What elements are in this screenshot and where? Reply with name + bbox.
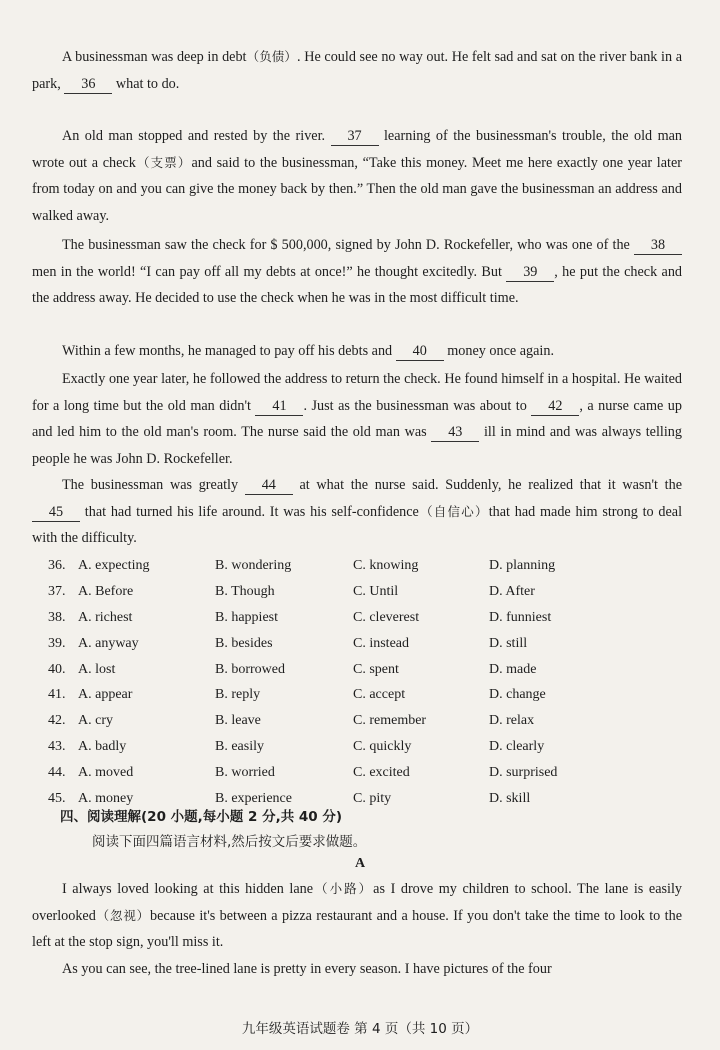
blank-40: 40	[396, 342, 444, 361]
cloze-paragraph-6: The businessman was greatly 44 at what the nurse said. Suddenly, he realized that it wasn't the 45 that had turned his life around. It was his self-confidence（自信心）that had made him strong to deal with the difficulty.	[32, 477, 683, 546]
cloze-paragraph-4: Within a few months, he managed to pay off his debts and 40 money once again.	[62, 343, 554, 359]
blank-45: 45	[32, 503, 80, 522]
option-row: 36. A. expecting B. wondering C. knowing D. planning	[48, 557, 556, 573]
reading-paragraph-2: As you can see, the tree-lined lane is pretty in every season. I have pictures of the four	[62, 961, 552, 977]
cloze-paragraph-2: An old man stopped and rested by the river. 37 learning of the businessman's trouble, the old man wrote out a check（支票）and said to the businessman, “Take this money. Meet me here exactly one year later from today on and you can give the money back by then.” Then the old man gave the businessman an address and walked away.	[32, 128, 682, 224]
blank-44: 44	[245, 476, 293, 495]
section-instruction: 阅读下面四篇语言材料,然后按文后要求做题。	[92, 834, 367, 850]
option-row: 44. A. moved B. worried C. excited D. surprised	[48, 765, 558, 781]
option-row: 45. A. money B. experience C. pity D. skill	[48, 790, 531, 806]
passage-label: A	[354, 856, 366, 871]
page-footer: 九年级英语试题卷 第 4 页（共 10 页）	[241, 1021, 479, 1037]
blank-41: 41	[255, 397, 303, 416]
option-row: 43. A. badly B. easily C. quickly D. clearly	[48, 739, 545, 755]
blank-42: 42	[531, 397, 579, 416]
cloze-paragraph-1: A businessman was deep in debt（负债）. He could see no way out. He felt sad and sat on the river bank in a park, 36 what to do.	[32, 49, 683, 92]
cloze-paragraph-5: Exactly one year later, he followed the address to return the check. He found himself in a hospital. He waited for a long time but the old man didn't 41 . Just as the businessman was about to 42 , a nurse came up and led him to the old man's room. The nurse said the old man was 43 ill in mind and was always telling people he was John D. Rockefeller.	[32, 371, 682, 467]
blank-43: 43	[431, 423, 479, 442]
cloze-paragraph-3: The businessman saw the check for $ 500,000, signed by John D. Rockefeller, who was one of the 38 men in the world! “I can pay off all my debts at once!” he thought excitedly. But 39 , he put the check and the address away. He decided to use the check when he was in the most difficult time.	[32, 237, 683, 306]
blank-39: 39	[506, 263, 554, 282]
section-title: 四、阅读理解(20 小题,每小题 2 分,共 40 分)	[60, 809, 343, 825]
options-table	[48, 553, 668, 812]
blank-36: 36	[64, 75, 112, 94]
option-row: 41. A. appear B. reply C. accept D. change	[48, 687, 546, 703]
option-row: 37. A. Before B. Though C. Until D. After	[48, 583, 535, 599]
option-row: 42. A. cry B. leave C. remember D. relax	[48, 713, 535, 729]
blank-37: 37	[331, 127, 379, 146]
option-row: 38. A. richest B. happiest C. cleverest D. funniest	[48, 609, 552, 625]
option-row: 39. A. anyway B. besides C. instead D. still	[48, 635, 528, 651]
reading-paragraph-1: I always loved looking at this hidden lane（小路）as I drove my children to school. The lane is easily overlooked（忽视）because it's between a pizza restaurant and a house. If you don't take the time to look to the left at the stop sign, you'll miss it.	[32, 881, 682, 950]
option-row: 40. A. lost B. borrowed C. spent D. made	[48, 661, 537, 677]
blank-38: 38	[634, 236, 682, 255]
